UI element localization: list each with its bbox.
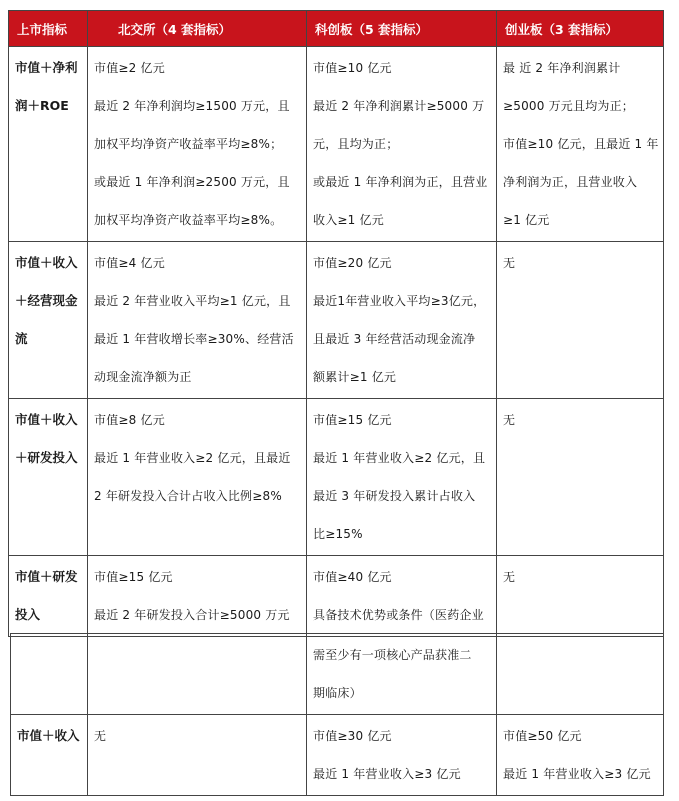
header-row xyxy=(9,11,664,47)
cell-line: 或最近 1 年净利润≥2500 万元，且 xyxy=(94,175,290,189)
bse-cell xyxy=(88,556,307,637)
criteria-label xyxy=(9,242,88,399)
label-line: 市值＋收入 xyxy=(15,255,78,270)
bse-cell xyxy=(88,399,307,556)
cell-line: 最近 2 年研发投入合计≥5000 万元 xyxy=(94,608,290,622)
bse-cell xyxy=(88,242,307,399)
star-cell xyxy=(307,556,497,637)
listing-criteria-table xyxy=(8,10,664,637)
cell-line: 最近 3 年研发投入累计占收入 xyxy=(313,489,476,503)
cell-line: 最近 1 年营业收入≥2 亿元，且 xyxy=(313,451,486,465)
label-line: ＋经营现金 xyxy=(15,293,78,308)
cell-line: 净利润为正，且营业收入 xyxy=(503,175,638,189)
cell-line: 市值≥20 亿元 xyxy=(313,256,392,270)
star-cell xyxy=(307,242,497,399)
cell-line: 市值≥10 亿元 xyxy=(313,61,392,75)
label-line: 市值＋净利 xyxy=(15,60,78,75)
cell-line: 市值≥40 亿元 xyxy=(313,570,392,584)
criteria-label xyxy=(11,634,88,715)
bse-cell xyxy=(88,634,307,715)
cell-line: 最 近 2 年净利润累计 xyxy=(503,61,621,75)
gem-cell xyxy=(497,399,664,556)
label-line: 流 xyxy=(15,331,28,346)
cell-line: 无 xyxy=(503,570,516,584)
cell-line: 加权平均净资产收益率平均≥8%。 xyxy=(94,213,283,227)
cell-line: 最近 2 年营业收入平均≥1 亿元，且 xyxy=(94,294,291,308)
label-line: 市值＋研发 xyxy=(15,569,78,584)
criteria-label xyxy=(9,399,88,556)
criteria-label xyxy=(9,556,88,637)
cell-line: 市值≥2 亿元 xyxy=(94,61,165,75)
cell-line: 需至少有一项核心产品获准二 xyxy=(313,648,472,662)
label-line: 市值＋收入 xyxy=(17,728,80,743)
table-row xyxy=(9,242,664,399)
cell-line: 元，且均为正； xyxy=(313,137,399,151)
cell-line: 最近 1 年营收增长率≥30%、经营活 xyxy=(94,332,294,346)
star-cell xyxy=(307,47,497,242)
cell-line: 最近 2 年净利润累计≥5000 万 xyxy=(313,99,485,113)
gem-cell xyxy=(497,242,664,399)
cell-line: 或最近 1 年净利润为正，且营业 xyxy=(313,175,488,189)
gem-cell xyxy=(497,634,664,715)
table-row xyxy=(9,556,664,637)
cell-line: 期临床） xyxy=(313,686,362,700)
cell-line: 收入≥1 亿元 xyxy=(313,213,384,227)
bse-cell xyxy=(88,47,307,242)
criteria-label xyxy=(9,47,88,242)
cell-line: 无 xyxy=(503,256,516,270)
cell-line: 动现金流净额为正 xyxy=(94,370,192,384)
header-star-market: 科创板（5 套指标） xyxy=(307,11,497,47)
cell-line: 最近 1 年营业收入≥3 亿元 xyxy=(503,767,651,781)
cell-line: 比≥15% xyxy=(313,527,363,541)
table-row xyxy=(11,715,664,796)
cell-line: 最近 2 年净利润均≥1500 万元，且 xyxy=(94,99,290,113)
label-line: ＋研发投入 xyxy=(15,450,78,465)
cell-line: ≥1 亿元 xyxy=(503,213,550,227)
star-cell xyxy=(307,715,497,796)
header-bse: 北交所（4 套指标） xyxy=(88,11,307,47)
cell-line: 市值≥50 亿元 xyxy=(503,729,582,743)
star-cell xyxy=(307,399,497,556)
continuation-row xyxy=(11,634,664,715)
cell-line: 2 年研发投入合计占收入比例≥8% xyxy=(94,489,282,503)
label-line: 润＋ROE xyxy=(15,98,69,113)
gem-cell xyxy=(497,556,664,637)
cell-line: 无 xyxy=(503,413,516,427)
bse-cell xyxy=(88,715,307,796)
label-line: 投入 xyxy=(15,607,41,622)
cell-line: 无 xyxy=(94,729,107,743)
cell-line: 具备技术优势或条件（医药企业 xyxy=(313,608,484,622)
cell-line: ≥5000 万元且均为正； xyxy=(503,99,635,113)
cell-line: 最近 1 年营业收入≥2 亿元，且最近 xyxy=(94,451,291,465)
gem-cell xyxy=(497,47,664,242)
listing-criteria-table-continued xyxy=(10,633,664,796)
cell-line: 市值≥4 亿元 xyxy=(94,256,165,270)
cell-line: 市值≥8 亿元 xyxy=(94,413,165,427)
label-line: 市值＋收入 xyxy=(15,412,78,427)
header-listing-criteria: 上市指标 xyxy=(9,11,88,47)
cell-line: 且最近 3 年经营活动现金流净 xyxy=(313,332,476,346)
header-gem: 创业板（3 套指标） xyxy=(497,11,664,47)
cell-line: 市值≥10 亿元，且最近 1 年 xyxy=(503,137,659,151)
cell-line: 市值≥30 亿元 xyxy=(313,729,392,743)
table-row xyxy=(9,399,664,556)
cell-line: 最近 1 年营业收入≥3 亿元 xyxy=(313,767,461,781)
cell-line: 加权平均净资产收益率平均≥8%； xyxy=(94,137,283,151)
cell-line: 市值≥15 亿元 xyxy=(94,570,173,584)
cell-line: 最近1年营业收入平均≥3亿元， xyxy=(313,294,486,308)
star-cell xyxy=(307,634,497,715)
gem-cell xyxy=(497,715,664,796)
criteria-label xyxy=(11,715,88,796)
table-row xyxy=(9,47,664,242)
cell-line: 市值≥15 亿元 xyxy=(313,413,392,427)
cell-line: 额累计≥1 亿元 xyxy=(313,370,397,384)
